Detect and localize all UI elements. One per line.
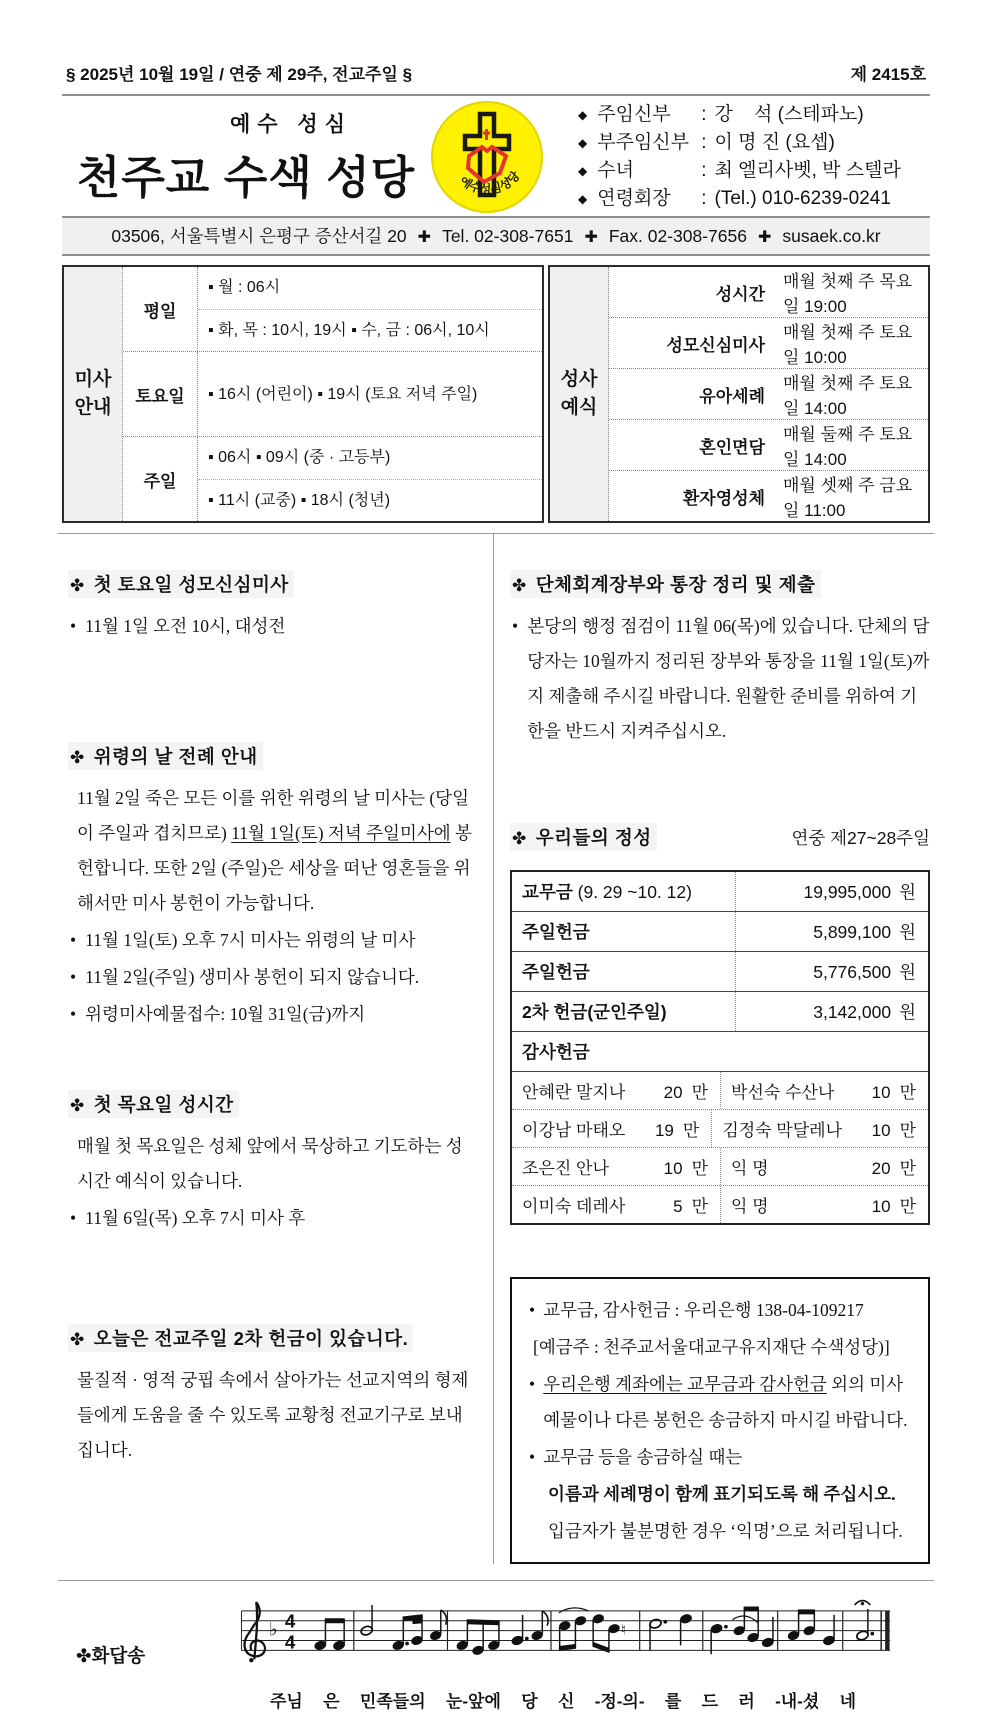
text-content: 교무금 등을 송금하실 때는 <box>543 1447 743 1467</box>
donor-name: 김정숙 막달레나 <box>711 1110 844 1147</box>
church-title: 천주교 수색 성당 <box>76 152 416 203</box>
psalm-lyrics <box>270 1687 856 1712</box>
responsorial-psalm <box>58 1580 934 1712</box>
donor-amount: 20 만 <box>663 1083 709 1102</box>
section-offering <box>510 823 930 1225</box>
mass-time-line: ▪ 월 : 06시 <box>198 267 542 310</box>
schedule-tables <box>62 265 930 523</box>
bank-notice-line <box>527 1329 913 1366</box>
mass-day-label: 주일 <box>123 437 198 521</box>
section-title <box>68 1324 413 1352</box>
donor-amount: 19 만 <box>654 1121 700 1140</box>
donor-amount: 10 만 <box>871 1197 916 1216</box>
section-title-text: 첫 목요일 성시간 <box>93 1094 234 1115</box>
notice-columns <box>62 534 930 1564</box>
bank-notice-line <box>527 1439 913 1476</box>
donor-amount: 10 만 <box>871 1083 916 1102</box>
clergy-role: 수녀 <box>597 160 634 181</box>
lyric-syllable: 당 <box>521 1692 538 1712</box>
church-subtitle: 예수 성심 <box>230 113 352 136</box>
clergy-row <box>578 101 924 129</box>
natural-sign: ♮ <box>620 1622 627 1639</box>
cross-separator-icon: ✚ <box>758 229 772 246</box>
donor-name: 박선숙 수산나 <box>720 1072 844 1109</box>
text-content: 11월 6일(목) 오후 7시 미사 후 <box>85 1208 306 1228</box>
offering-row <box>512 872 928 912</box>
diamond-icon: ◆ <box>578 192 588 206</box>
notice-text <box>68 997 479 1032</box>
sacrament-name: 혼인면담 <box>699 437 765 457</box>
lyric-syllable: 은 <box>323 1692 340 1712</box>
notice-section <box>510 570 930 749</box>
lyric-syllable: -내-셨 <box>775 1692 820 1712</box>
amount-unit: 만 <box>682 1121 700 1140</box>
mass-time-line: ▪ 06시 ▪ 09시 (중 · 고등부) <box>198 437 542 480</box>
text-content: 11월 2일(주일) 생미사 봉헌이 되지 않습니다. <box>85 967 420 987</box>
offering-label-note: (9. 29 ~10. 12) <box>572 882 692 902</box>
lyric-syllable: 민족들의 <box>359 1692 426 1712</box>
bullet-icon: • <box>70 1004 77 1024</box>
clergy-name: 강 석 (스테파노) <box>714 104 864 125</box>
amount-unit: 만 <box>899 1197 916 1216</box>
offering-table <box>510 870 930 1225</box>
diamond-icon: ◆ <box>578 136 588 150</box>
section-title-text: 위령의 날 전례 안내 <box>93 746 258 767</box>
text-content: 매월 첫 목요일은 성체 앞에서 묵상하고 기도하는 성시간 예식이 있습니다. <box>77 1136 463 1191</box>
text-content: 우리은행 계좌에는 교무금과 감사헌금 외의 미사예물이나 다른 봉헌은 송금하지 마시길 바랍니다. <box>543 1373 908 1431</box>
lyric-syllable: 를 <box>664 1692 682 1712</box>
mass-time-line: ▪ 11시 (교중) ▪ 18시 (청년) <box>208 491 391 509</box>
bank-notice-box <box>510 1277 930 1564</box>
cross-separator-icon: ✚ <box>584 229 598 246</box>
amount-unit: 만 <box>691 1197 709 1216</box>
notice-text <box>68 960 479 995</box>
notice-text <box>68 781 479 921</box>
mass-schedule-row <box>123 352 542 437</box>
donor-name: 조은진 안나 <box>522 1159 609 1178</box>
mass-schedule-row <box>123 437 542 521</box>
mass-day-label: 평일 <box>123 267 198 351</box>
offering-label-main: 주일헌금 <box>522 962 590 982</box>
amount-unit: 만 <box>899 1159 916 1178</box>
donor-amount: 10 만 <box>663 1159 709 1178</box>
contact-text: Fax. 02-308-7656 <box>608 226 747 246</box>
sacred-heart-logo-icon <box>430 100 544 214</box>
bullet-icon: • <box>529 1373 536 1394</box>
currency-unit: 원 <box>899 882 916 902</box>
cross-marker-icon: ✤ <box>70 748 85 767</box>
amount-unit: 만 <box>899 1083 916 1102</box>
contact-text: Tel. 02-308-7651 <box>442 226 574 246</box>
amount-unit: 만 <box>691 1083 709 1102</box>
offering-period: 연중 제27~28주일 <box>791 828 930 848</box>
sacrament-table-header: 성사 예식 <box>550 267 609 521</box>
clergy-row <box>578 129 924 157</box>
offering-row <box>512 952 928 992</box>
offering-label <box>512 912 736 951</box>
notice-text <box>68 923 479 958</box>
colon: : <box>701 132 707 153</box>
flat-sign: ♭ <box>269 1618 278 1640</box>
text-content: 11월 2일 죽은 모든 이를 위한 위령의 날 미사는 (당일이 주일과 겹치므로) 11월 1일(토) 저녁 주일미사에 봉헌합니다. 또한 2일 (주일)은 세상을 떠난 영혼들을 위해서만 미사 봉헌이 가능합니다. <box>77 788 472 913</box>
time-sig-top: 4 <box>284 1610 296 1632</box>
donor-name: 안혜란 말지나 <box>522 1083 626 1102</box>
clergy-role: 부주임신부 <box>597 132 690 153</box>
diamond-icon: ◆ <box>578 164 588 178</box>
clergy-role: 주임신부 <box>597 104 671 125</box>
text-content: 교무금, 감사헌금 : 우리은행 138-04-109217 <box>543 1300 864 1320</box>
notice-section <box>68 1324 479 1468</box>
sacrament-time: 매월 첫째 주 토요일 10:00 <box>783 323 913 367</box>
offering-row <box>512 992 928 1032</box>
notice-text <box>68 1363 479 1468</box>
clergy-row <box>578 157 924 185</box>
donor-name: 익 명 <box>720 1186 844 1223</box>
mass-table-header: 미사 안내 <box>64 267 123 521</box>
issue-number: 제 2415호 <box>850 65 926 84</box>
notice-section <box>68 1090 479 1236</box>
sacrament-row <box>609 369 928 420</box>
address-bar <box>62 216 930 256</box>
offering-label-main: 교무금 <box>522 882 573 902</box>
text-content: 물질적 · 영적 궁핍 속에서 살아가는 선교지역의 형제들에게 도움을 줄 수 있도록 교황청 전교기구로 보내집니다. <box>77 1370 469 1460</box>
donor-row <box>512 1072 928 1110</box>
mass-schedule-row <box>123 267 542 352</box>
sacrament-time: 매월 첫째 주 목요일 19:00 <box>783 272 913 316</box>
lyric-syllable: 러 <box>738 1692 755 1712</box>
text-content: 입금자가 불분명한 경우 ‘익명’으로 처리됩니다. <box>548 1520 903 1541</box>
lyric-syllable: 눈-앞에 <box>445 1692 501 1712</box>
section-title <box>68 570 294 598</box>
sacrament-time: 매월 둘째 주 토요일 14:00 <box>783 425 913 469</box>
bullet-icon: • <box>512 616 519 636</box>
notice-text <box>510 609 930 749</box>
clergy-row <box>578 185 924 213</box>
cross-marker-icon: ✤ <box>70 1330 85 1349</box>
lyric-syllable: 주님 <box>270 1692 303 1712</box>
section-title-text: 첫 토요일 성모신심미사 <box>93 574 289 595</box>
text-content: 본당의 행정 점검이 11월 06(목)에 있습니다. 단체의 담당자는 10월까지 정리된 장부와 통장을 11월 1일(토)까지 제출해 주시길 바랍니다. 원활한 준비를 위하여 기한을 반드시 지켜주십시오. <box>527 616 930 741</box>
clergy-list <box>556 101 924 213</box>
currency-unit: 원 <box>899 1002 916 1022</box>
offering-amount: 19,995,000 원 <box>803 882 916 902</box>
logo-text: 예수성심성당 <box>457 168 523 197</box>
donor-amount: 5 만 <box>673 1197 709 1216</box>
bullet-icon: • <box>529 1300 536 1320</box>
text-content: 위령미사예물접수: 10월 31일(금)까지 <box>85 1004 366 1024</box>
sacrament-row <box>609 267 928 318</box>
currency-unit: 원 <box>899 962 916 982</box>
text-content: [예금주 : 천주교서울대교구유지재단 수색성당)] <box>533 1336 890 1357</box>
section-title <box>68 1090 239 1118</box>
offering-amount: 5,776,500 원 <box>813 962 916 982</box>
issue-row <box>62 56 930 94</box>
lyric-syllable: 드 <box>701 1692 719 1712</box>
offering-label <box>512 872 736 911</box>
section-title <box>68 742 263 770</box>
bullet-icon: • <box>529 1447 536 1467</box>
music-staff <box>204 1597 894 1682</box>
bank-notice-line <box>527 1513 913 1550</box>
notice-text <box>68 609 479 644</box>
donor-row <box>512 1110 928 1148</box>
time-sig-bottom: 4 <box>284 1631 296 1653</box>
cross-separator-icon: ✚ <box>417 229 432 246</box>
mass-time-line: ▪ 화, 목 : 10시, 19시 ▪ 수, 금 : 06시, 10시 <box>208 321 490 339</box>
cross-marker-icon: ✤ <box>512 576 527 595</box>
sacrament-row <box>609 471 928 521</box>
offering-label <box>512 952 736 991</box>
offering-label-main: 주일헌금 <box>522 922 590 942</box>
sacrament-time: 매월 첫째 주 토요일 14:00 <box>783 374 913 418</box>
sacrament-schedule-table <box>548 265 930 523</box>
text-content: 11월 1일 오전 10시, 대성전 <box>85 616 286 636</box>
bullet-icon: • <box>70 930 77 950</box>
sacrament-row <box>609 420 928 471</box>
cross-marker-icon: ✤ <box>70 1096 85 1115</box>
issue-date: § 2025년 10월 19일 / 연중 제 29주, 전교주일 § <box>66 65 413 84</box>
text-content: 11월 1일(토) 오후 7시 미사는 위령의 날 미사 <box>85 930 416 950</box>
music-score <box>204 1597 930 1712</box>
lyric-syllable: 네 <box>839 1692 856 1712</box>
offering-amount: 3,142,000 원 <box>813 1002 916 1022</box>
sacrament-name: 성시간 <box>715 284 765 304</box>
bank-notice-line <box>527 1476 913 1513</box>
colon: : <box>701 104 707 125</box>
clergy-name: 최 엘리사벳, 박 스텔라 <box>714 160 901 181</box>
section-title <box>510 570 821 598</box>
mass-schedule-table <box>62 265 544 523</box>
donor-name: 이강남 마태오 <box>522 1121 626 1140</box>
address-text: 03506, 서울특별시 은평구 증산서길 20 <box>111 226 407 246</box>
bank-notice-line <box>527 1366 913 1440</box>
donor-row <box>512 1186 928 1223</box>
text-content: 이름과 세례명이 함께 표기되도록 해 주십시오. <box>548 1483 896 1504</box>
offering-title: ✤ 우리들의 정성 <box>510 823 657 851</box>
left-column <box>62 534 494 1564</box>
notice-text <box>68 1201 479 1236</box>
section-title-text: 단체회계장부와 통장 정리 및 제출 <box>535 574 816 595</box>
sacrament-name: 유아세례 <box>699 386 765 406</box>
donor-name: 이미숙 데레사 <box>522 1197 626 1216</box>
mass-time-line: ▪ 16시 (어린이) ▪ 19시 (토요 저녁 주일) <box>208 385 478 403</box>
diamond-icon: ◆ <box>578 108 588 122</box>
cross-marker-icon: ✤ <box>76 1644 92 1666</box>
amount-unit: 만 <box>691 1159 709 1178</box>
masthead <box>62 94 930 216</box>
notice-text <box>68 1129 479 1199</box>
bank-notice-line <box>527 1292 913 1329</box>
bullet-icon: • <box>70 1208 77 1228</box>
currency-unit: 원 <box>899 922 916 942</box>
responsorial-label: ✤화답송 <box>76 1644 146 1666</box>
section-title-text: 오늘은 전교주일 2차 헌금이 있습니다. <box>93 1328 409 1349</box>
offering-amount: 5,899,100 원 <box>813 922 916 942</box>
sacrament-name: 환자영성체 <box>682 488 765 508</box>
bullet-icon: • <box>70 967 77 987</box>
sacrament-time: 매월 셋째 주 금요일 11:00 <box>783 476 913 520</box>
donor-amount: 20 만 <box>871 1159 916 1178</box>
cross-marker-icon: ✤ <box>512 829 527 848</box>
amount-unit: 만 <box>899 1121 916 1140</box>
clergy-role: 연령회장 <box>597 188 671 209</box>
website-url: susaek.co.kr <box>782 226 881 246</box>
thanks-offering-header: 감사헌금 <box>512 1032 928 1072</box>
offering-row <box>512 912 928 952</box>
notice-section <box>68 570 479 644</box>
colon: : <box>701 188 707 209</box>
notice-section <box>68 742 479 1032</box>
sacrament-name: 성모신심미사 <box>666 335 765 355</box>
offering-label-main: 2차 헌금(군인주일) <box>522 1002 667 1022</box>
clergy-name: 이 명 진 (요셉) <box>714 132 835 153</box>
cross-marker-icon: ✤ <box>70 576 85 595</box>
right-column <box>494 534 930 1564</box>
donor-name: 익 명 <box>720 1148 844 1185</box>
colon: : <box>701 160 707 181</box>
sacrament-row <box>609 318 928 369</box>
donor-amount: 10 만 <box>871 1121 916 1140</box>
lyric-syllable: -정-의- <box>594 1692 645 1712</box>
donor-row <box>512 1148 928 1186</box>
church-title-block <box>68 108 424 206</box>
offering-label <box>512 992 736 1031</box>
bullet-icon: • <box>70 616 77 636</box>
lyric-syllable: 신 <box>557 1692 575 1712</box>
mass-day-label: 토요일 <box>123 352 198 436</box>
clergy-name: (Tel.) 010-6239-0241 <box>714 188 891 209</box>
